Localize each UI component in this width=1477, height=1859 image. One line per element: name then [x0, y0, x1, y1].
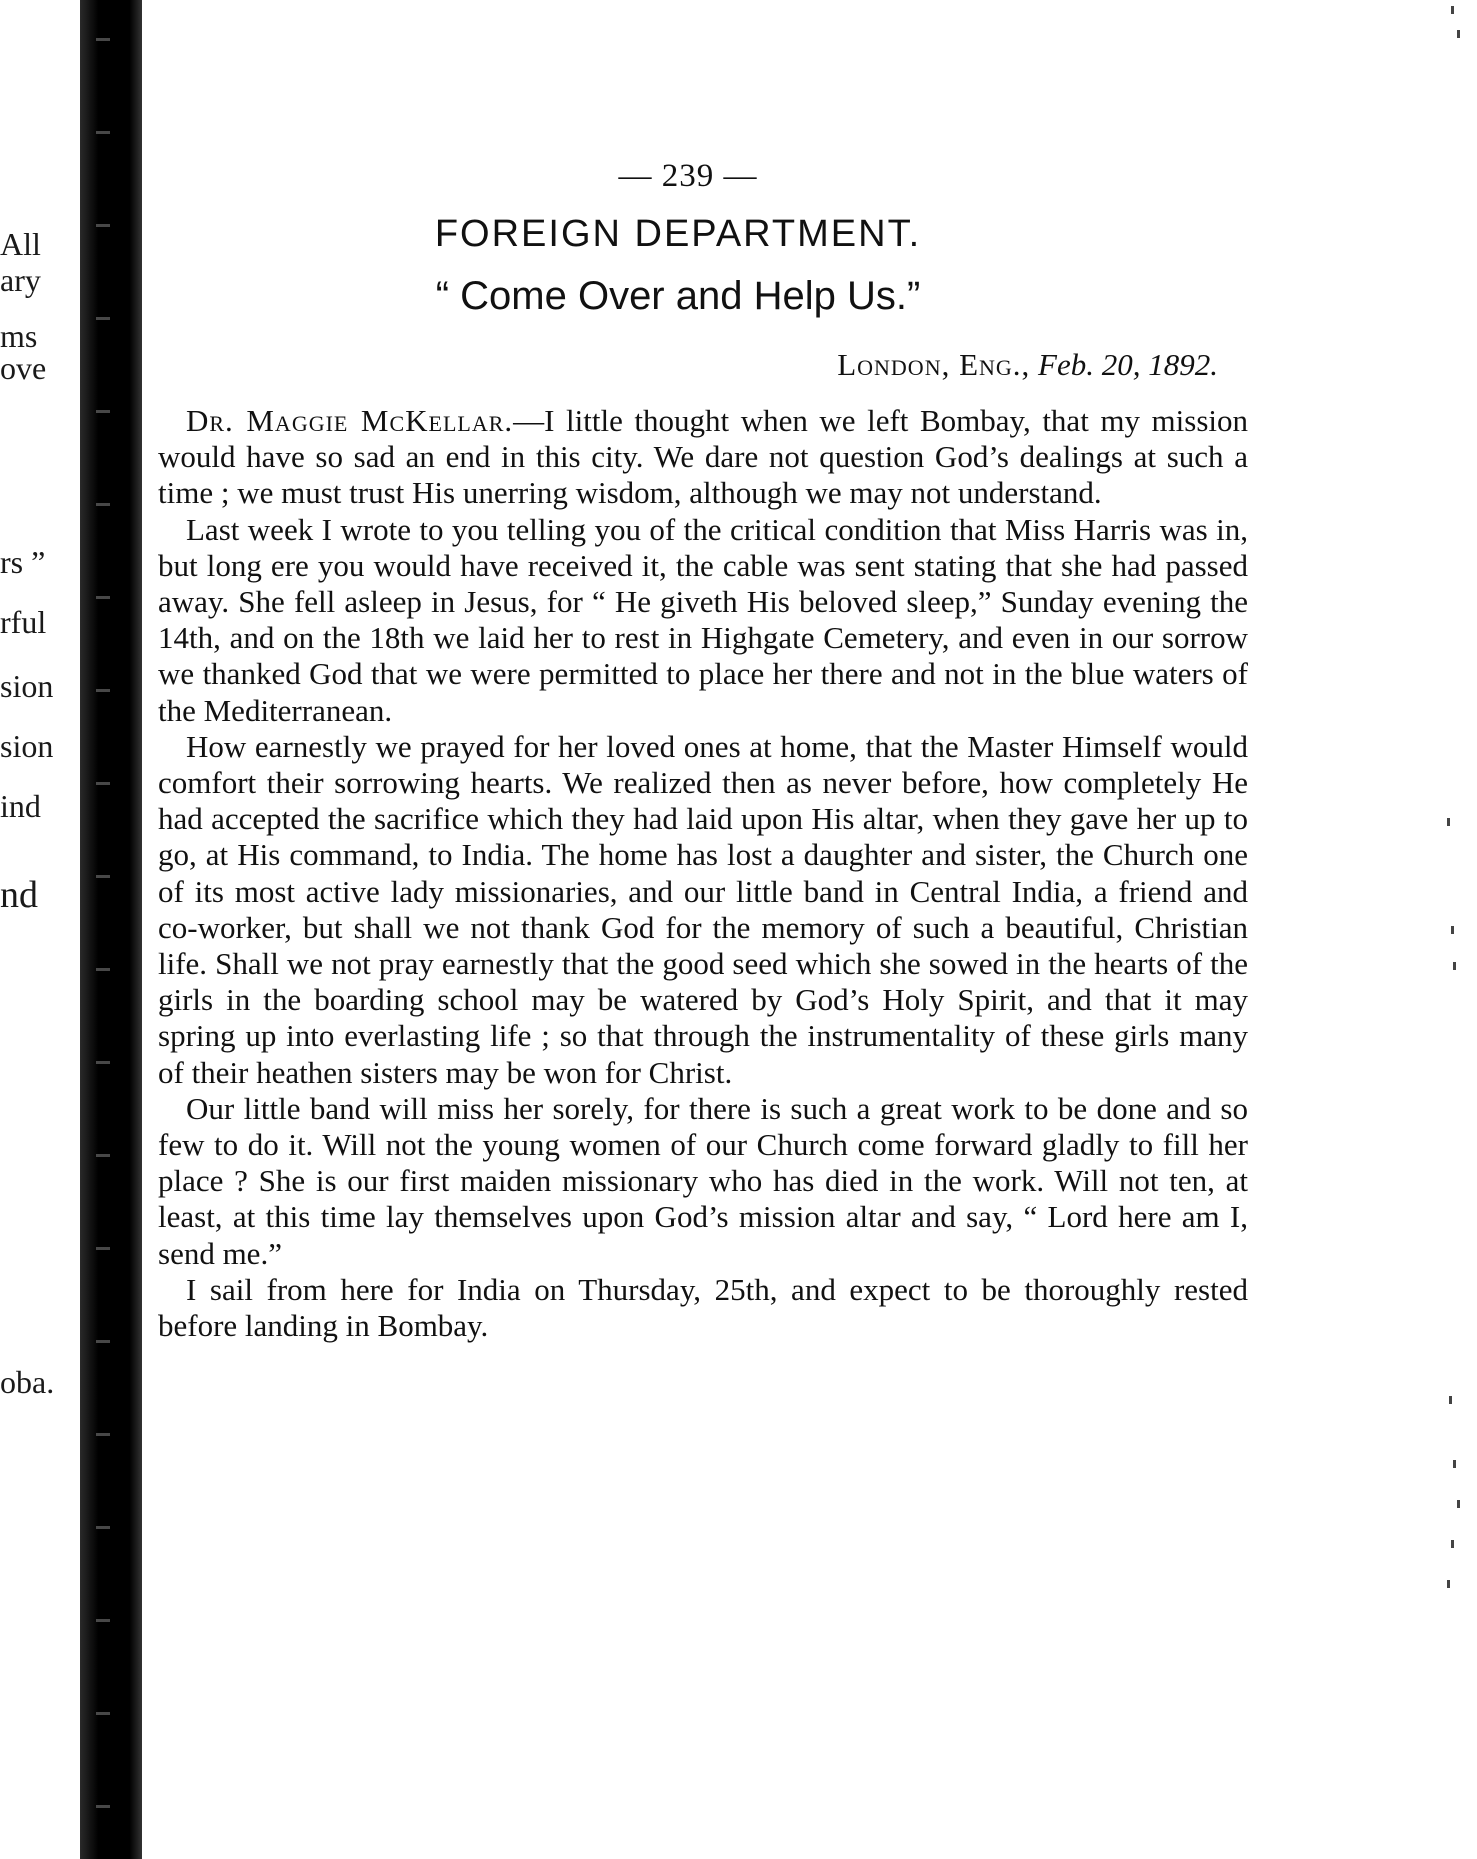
- body-paragraph: Our little band will miss her sorely, for there is such a great work to be done and so few to do it. Will not the young women of our Church come forward gladly to fill her place ? She is our first maiden missionary who has died in the work. Will not ten, at least, at this time lay themselves upon God’s mission altar and say, “ Lord here am I, send me.”: [158, 1090, 1248, 1271]
- facing-page-bleed: [0, 0, 80, 1859]
- body-paragraph: How earnestly we prayed for her loved ones at home, that the Master Himself would comfort their sorrowing hearts. We realized then as never before, how completely He had accepted the sacrifice which they had laid upon His altar, when they gave her up to go, at His command, to India. The home has lost a daughter and sister, the Church one of its most active lady missionaries, and our little band in Central India, a friend and co-worker, but shall we not thank God for the memory of such a beautiful, Christian life. Shall we not pray earnestly that the good seed which she sowed in the hearts of the girls in the boarding school may be watered by God’s Holy Spirit, and that it may spring up into everlasting life ; so that through the instrumentality of these girls many of their heathen sisters may be won for Christ.: [158, 728, 1248, 1090]
- dateline: [158, 347, 1218, 383]
- facing-page-fragment: oba.: [0, 1364, 55, 1400]
- margin-specks: [1437, 0, 1477, 1859]
- facing-page-fragment: All: [0, 226, 41, 262]
- opening-text: —I little thought when we left Bombay, that my mission would have so sad an end in this city. We dare not question God’s dealings at such a time ; we must trust His unerring wisdom, although we may not understand.: [158, 403, 1248, 511]
- facing-page-fragment: ove: [0, 350, 47, 386]
- body-paragraph: Last week I wrote to you telling you of the critical condition that Miss Harris was in, but long ere you would have received it, the cable was sent stating that she had passed away. She fell asleep in Jesus, for “ He giveth His beloved sleep,” Sunday evening the 14th, and on the 18th we laid her to rest in Highgate Cemetery, and even in our sorrow we thanked God that we were permitted to place her there and not in the blue waters of the Mediterranean.: [158, 511, 1248, 728]
- facing-page-fragment: rs ”: [0, 544, 46, 580]
- author-name: Dr. Maggie McKellar.: [186, 403, 514, 438]
- facing-page-fragment: rful: [0, 604, 47, 640]
- facing-page-fragment: nd: [0, 874, 38, 916]
- facing-page-fragment: ind: [0, 788, 41, 824]
- article: [158, 158, 1258, 1344]
- page-number: — 239 —: [618, 158, 758, 194]
- facing-page-fragment: ary: [0, 262, 41, 298]
- body-paragraph: I sail from here for India on Thursday, 25th, and expect to be thoroughly rested before landing in Bombay.: [158, 1271, 1248, 1344]
- dateline-location: London, Eng.,: [837, 347, 1031, 382]
- article-subtitle: “ Come Over and Help Us.”: [435, 274, 921, 318]
- dateline-date: Feb. 20, 1892.: [1038, 347, 1218, 382]
- facing-page-fragment: sion: [0, 668, 54, 704]
- body-paragraph: [158, 403, 1248, 512]
- binding-gutter: [80, 0, 142, 1859]
- facing-page-fragment: sion: [0, 728, 54, 764]
- section-title: FOREIGN DEPARTMENT.: [434, 213, 922, 255]
- gutter-texture: [96, 0, 110, 1859]
- facing-page-fragment: ms: [0, 318, 38, 354]
